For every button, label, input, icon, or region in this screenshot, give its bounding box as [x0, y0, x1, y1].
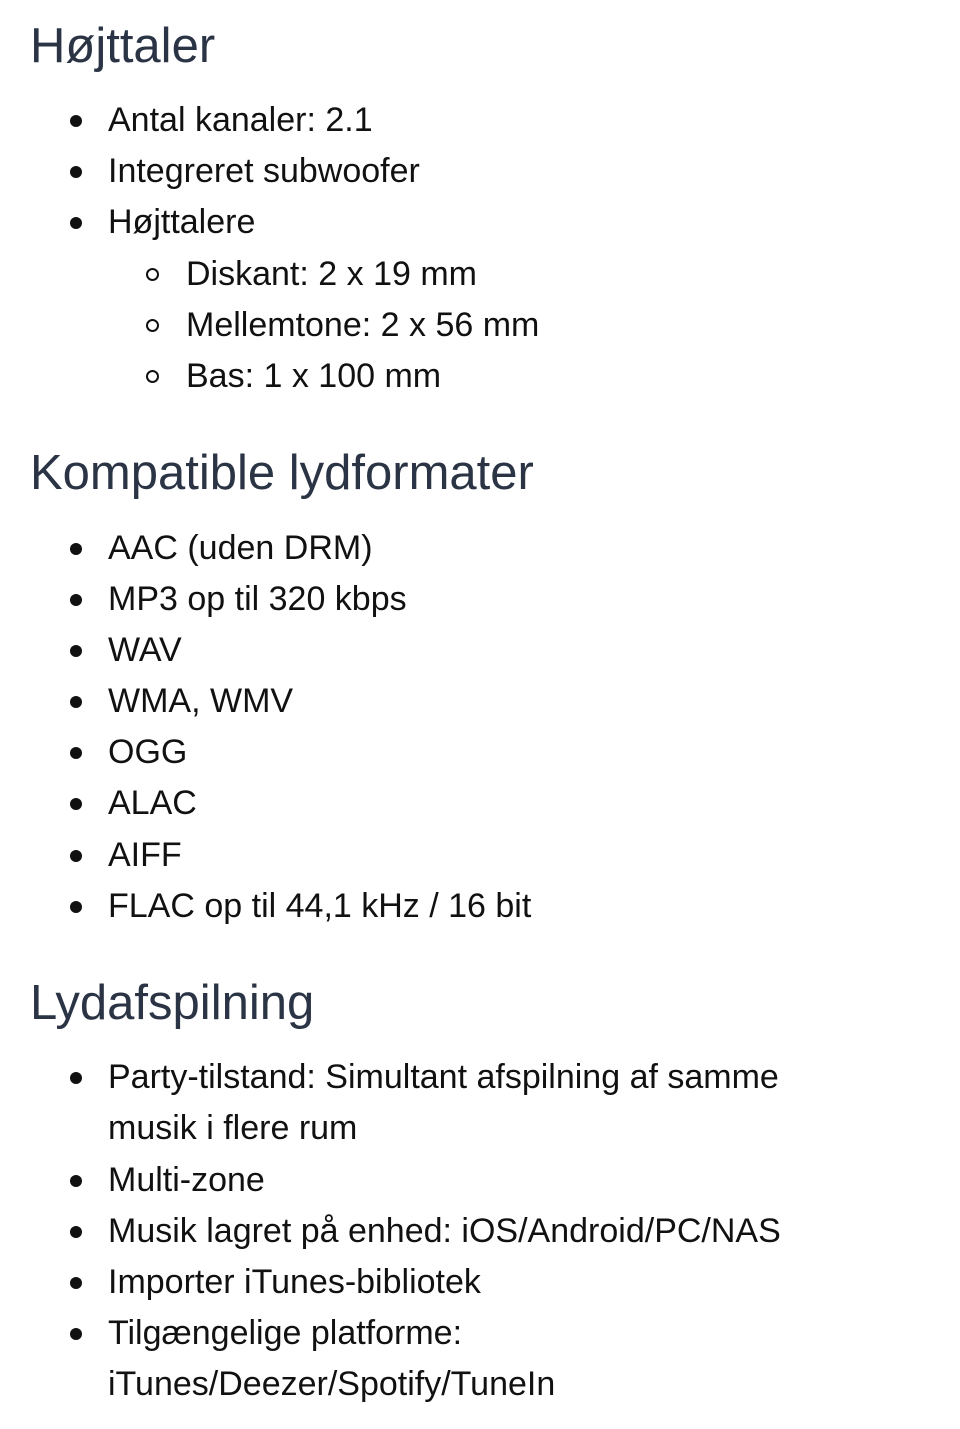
bullet-disc-icon: [70, 1072, 82, 1084]
sub-list-item: Mellemtone: 2 x 56 mm: [186, 306, 540, 344]
list-item: Importer iTunes-bibliotek: [108, 1263, 481, 1301]
bullet-disc-icon: [70, 543, 82, 555]
section-heading-kompatible-lydformater: Kompatible lydformater: [30, 446, 534, 500]
bullet-disc-icon: [70, 166, 82, 178]
list-item-line: Tilgængelige platforme:: [108, 1314, 463, 1352]
list-item: Antal kanaler: 2.1: [108, 101, 373, 139]
bullet-disc-icon: [70, 798, 82, 810]
list-item: WAV: [108, 631, 182, 669]
list-item: Multi-zone: [108, 1161, 265, 1199]
section-heading-lydafspilning: Lydafspilning: [30, 976, 315, 1030]
sub-list-item: Bas: 1 x 100 mm: [186, 357, 442, 395]
bullet-disc-icon: [70, 1277, 82, 1289]
bullet-disc-icon: [70, 1226, 82, 1238]
list-item: WMA, WMV: [108, 682, 294, 720]
bullet-circle-icon: [146, 268, 159, 281]
list-item: MP3 op til 320 kbps: [108, 580, 407, 618]
bullet-disc-icon: [70, 115, 82, 127]
list-item: OGG: [108, 733, 188, 771]
bullet-disc-icon: [70, 747, 82, 759]
list-item-line: iTunes/Deezer/Spotify/TuneIn: [108, 1365, 556, 1403]
bullet-disc-icon: [70, 645, 82, 657]
list-item: Musik lagret på enhed: iOS/Android/PC/NAS: [108, 1212, 781, 1250]
bullet-disc-icon: [70, 1175, 82, 1187]
list-item-line: Party-tilstand: Simultant afspilning af samme: [108, 1058, 779, 1096]
bullet-disc-icon: [70, 217, 82, 229]
bullet-disc-icon: [70, 594, 82, 606]
bullet-circle-icon: [146, 370, 159, 383]
list-item: AAC (uden DRM): [108, 529, 373, 567]
bullet-circle-icon: [146, 319, 159, 332]
list-item-line: musik i flere rum: [108, 1109, 358, 1147]
list-item: Integreret subwoofer: [108, 152, 420, 190]
bullet-disc-icon: [70, 901, 82, 913]
bullet-disc-icon: [70, 696, 82, 708]
section-heading-hojttaler: Højttaler: [30, 19, 216, 73]
list-item: AIFF: [108, 836, 182, 874]
list-item: ALAC: [108, 784, 197, 822]
list-item: Højttalere: [108, 203, 256, 241]
sub-list-item: Diskant: 2 x 19 mm: [186, 255, 477, 293]
bullet-disc-icon: [70, 1328, 82, 1340]
bullet-disc-icon: [70, 850, 82, 862]
list-item: FLAC op til 44,1 kHz / 16 bit: [108, 887, 532, 925]
